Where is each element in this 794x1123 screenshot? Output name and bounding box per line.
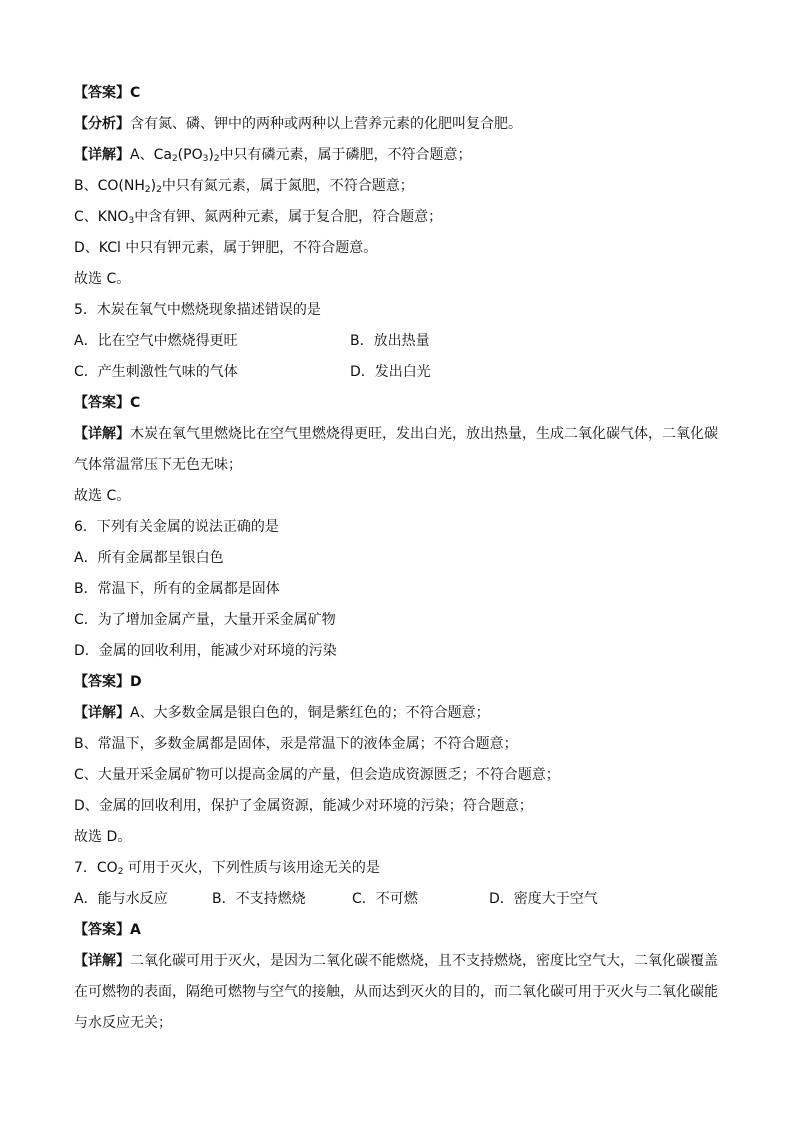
q4-conclusion: 故选 C。 [74,271,131,287]
q5-option-d: D．发出白光 [350,364,431,380]
q7-option-c: C．不可燃 [352,891,418,907]
q4-detail-a [74,140,724,171]
detail-text: (PO [177,147,203,163]
q5-option-c: C．产生刺激性气味的气体 [74,364,238,380]
detail-text: A、Ca [130,147,172,163]
answer-tag: 【答案】 [74,85,130,101]
subscript: 2 [171,154,178,164]
q6-detail-d: D、金属的回收利用，保护了金属资源，能减少对环境的污染；符合题意； [74,798,533,814]
q7-option-d: D．密度大于空气 [489,891,598,907]
q5-detail-line-1 [74,419,724,450]
q6-detail-a [74,698,724,729]
q7-option-a: A．能与水反应 [74,891,168,907]
q7-option-b: B．不支持燃烧 [212,891,306,907]
q5-option-b: B．放出热量 [350,333,430,349]
subscript: 2 [144,185,151,195]
analysis-tag: 【分析】 [74,116,130,132]
q6-conclusion: 故选 D。 [74,829,132,845]
detail-text: ) [208,147,214,163]
q7-detail-line-2: 在可燃物的表面，隔绝可燃物与空气的接触，从而达到灭火的目的，而二氧化碳可用于灭火与二氧化碳能 [74,984,718,1000]
q6-answer-line [74,667,724,698]
q6-stem: 6．下列有关金属的说法正确的是 [74,519,279,535]
q4-detail-d: D、KCl 中只有钾元素，属于钾肥，不符合题意。 [74,240,378,256]
q5-options-row-2 [74,357,724,388]
analysis-text: 含有氮、磷、钾中的两种或两种以上营养元素的化肥叫复合肥。 [130,116,522,132]
q5-conclusion: 故选 C。 [74,488,131,504]
answer-value: C [130,395,141,411]
subscript: 2 [156,185,162,195]
detail-text: 二氧化碳可用于灭火，是因为二氧化碳不能燃烧，且不支持燃烧，密度比空气大，二氧化碳覆盖 [130,953,718,969]
detail-tag: 【详解】 [74,426,130,442]
subscript: 2 [117,867,124,877]
detail-text: B、CO(NH [74,178,145,194]
q5-answer-line [74,388,724,419]
detail-tag: 【详解】 [74,147,130,163]
q7-options-row [74,884,724,915]
answer-value: C [130,85,141,101]
answer-value: A [130,922,141,938]
answer-tag: 【答案】 [74,922,130,938]
subscript: 2 [213,154,220,164]
q6-detail-c: C、大量开采金属矿物可以提高金属的产量，但会造成资源匮乏；不符合题意； [74,767,560,783]
q7-stem [74,853,724,884]
q5-stem: 5．木炭在氧气中燃烧现象描述错误的是 [74,302,321,318]
q5-detail-line-2: 气体常温常压下无色无味； [74,457,242,473]
detail-tag: 【详解】 [74,953,130,969]
detail-text: 中含有钾、氮两种元素，属于复合肥，符合题意； [134,209,443,225]
detail-text: A、大多数金属是银白色的，铜是紫红色的；不符合题意； [130,705,490,721]
q6-option-b: B．常温下，所有的金属都是固体 [74,581,280,597]
stem-text: 可用于灭火，下列性质与该用途无关的是 [123,860,380,876]
subscript: 3 [128,216,135,226]
q4-detail-b [74,171,724,202]
q4-answer-line [74,78,724,109]
q6-detail-b: B、常温下，多数金属都是固体，汞是常温下的液体金属；不符合题意； [74,736,518,752]
q7-answer-line [74,915,724,946]
q4-analysis-line [74,109,724,140]
q6-option-d: D．金属的回收利用，能减少对环境的污染 [74,643,337,659]
q6-option-c: C．为了增加金属产量，大量开采金属矿物 [74,612,336,628]
subscript: 3 [202,154,209,164]
q6-option-a: A．所有金属都呈银白色 [74,550,224,566]
q7-detail-line-3: 与水反应无关； [74,1015,172,1031]
detail-text: 中只有氮元素，属于氮肥，不符合题意； [161,178,414,194]
detail-text: 中只有磷元素，属于磷肥，不符合题意； [219,147,472,163]
answer-tag: 【答案】 [74,674,130,690]
detail-text: C、KNO [74,209,129,225]
stem-text: 7．CO [74,860,118,876]
q4-detail-c [74,202,724,233]
q7-detail-line-1 [74,946,724,977]
q5-option-a: A．比在空气中燃烧得更旺 [74,333,238,349]
answer-tag: 【答案】 [74,395,130,411]
q5-options-row-1 [74,326,724,357]
detail-text: 木炭在氧气里燃烧比在空气里燃烧得更旺，发出白光，放出热量，生成二氧化碳气体，二氧化碳 [130,426,718,442]
detail-text: ) [150,178,157,194]
detail-tag: 【详解】 [74,705,130,721]
document-page [74,78,724,1039]
answer-value: D [130,674,142,690]
